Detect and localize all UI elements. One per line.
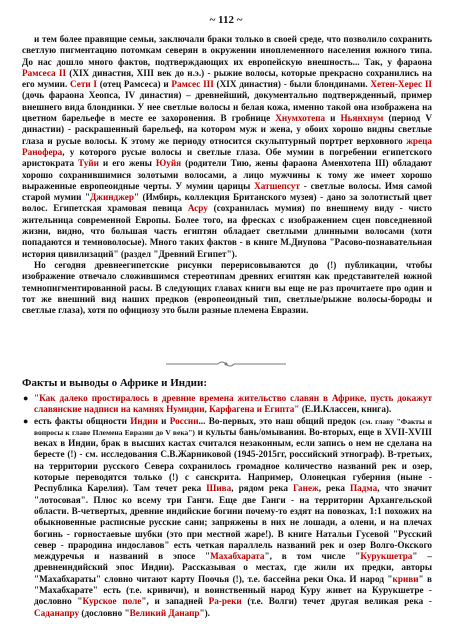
facts-list (22, 393, 432, 619)
list-item: ● есть факты общности Индии и России... Во-первых, это наш общий предок (см. главу "Факты и вопросы к главе Племена Евразии до V века") и культы бань/омывания. Во-вторых, еще в XVII-XVIII веках в Индии, брак в высших кастах считался незаконным, если запись о нем не сделана на бересте (!) - см. исследования С.В.Жарниковой (1945-2015гг, российский этнограф). В-третьих, на территории русского Севера сохранилось громадное количество названий рек и озер, которые переводятся только (!) с санскрита. Например, Олонецкая губерния (ныне - Республика Карелия). Там течет река Шива, рядом река Ганеж, река Падма, что значит "лотосовая". Плюс ко всему три Ганги. Еще две Ганги - на территории Архангельской области. В-четвертых, древние индийские богини почему-то ездят на повозках, 1:1 похожих на обыкновенные расписные русские сани; запряжены в них не лошади, а олени, и на плечах богинь - горностаевые шубки (это при местной жаре!). В книге Натальи Гусевой "Русский север - прародина индославов" есть четкая параллель названий рек и озер Волго-Окского междуречья и названий в эпосе "Махабхарата", в том числе "Курукшетра" – древнеиндийский эпос Индии). Рассказывая о местах, где жили их предки, авторы "Махабхараты" словно читают карту Поочья (!), т.е. бассейна реки Ока. И народ "криви" в "Махабхарате" есть (т.е. кривичи), и воинственный народ Куру живет на Курукшетре - дословно "Курское поле", и западней Ра-реки (т.е. Волги) течет другая великая река - Саданапру (дословно "Великий Данапр"). (23, 415, 433, 618)
list-item: ● "Как далеко простиралось в древние времена жительство славян в Африке, пусть докажут славянские надписи на камнях Нумидии, Карфагена и Египта" (Е.И.Классен, книга). (23, 393, 432, 415)
paragraph-today: Но сегодня древнеегипетские рисунки перерисовываются до (!) публикации, чтобы изображение отвечало сложившимся стереотипам древних египтян как представителей южной темнопигментированной расы. В следующих главах книги вы еще не раз прочитаете про один и тот же внешний вид наших предков (европеоидный тип, светлые/рыжие волосы-бороды и светлые глаза), хотя по официозу это были разные племена Евразии. (22, 259, 432, 316)
bullet-icon: ● (23, 393, 29, 403)
main-text (22, 34, 432, 316)
page-number: ~ 112 ~ (209, 14, 243, 26)
bullet-icon: ● (23, 415, 29, 426)
paragraph-egypt: и тем более правящие семьи, заключали браки только в своей среде, что позволило сохранить светлую пигментацию потомкам северян в окружении иноплеменного населения южного типа. До нас дошло много фактов, подтверждающих их европейскую внешность... Так, у фараона Рамсеса II (XIX династия, XIII век до н.э.) - рыжие волосы, которые прекрасно сохранились на его мумии. Сети I (отец Рамсеса) и Рамсес III (XIX династия) - были блондинами. Хетен-Херес II (дочь фараона Хеопса, IV династия) – древнейший, документально подтвержденный, пример внешнего вида блондинки. У нее светлые волосы и белая кожа, именно такой она изображена на цветном барельефе в месте ее захоронения. В гробнице Хнумхотепа и Ньянхнум (период V династии) - раскрашенный барельеф, на котором муж и жена, у обоих хорошо видны светлые глаза и русые волосы. К этому же периоду относится скульптурный портрет верховного жреца Ранофера, у которого русые волосы и светлые глаза. Обе мумии в погребении египетского аристократа Туйи и его жены Юуйя (родители Тию, жены фараона Аменхотепа III) обладают хорошо сохранившимися золотыми волосами, а лицо мужчины к тому же имеет хорошо выраженные европеоидные черты. У мумии царицы Хатшепсут - светлые волосы. Имя самой старой мумии "Джинджер" (Имбирь, коллекция Британского музея) - дано за золотистый цвет волос. Египетская храмовая певица Асру (сохранилась мумия) по внешнему виду - чисто жительница современной Европы. Более того, на фресках с изображением сцен повседневной жизни, видно, что большая часть египтян обладает светлыми длинными волосами (хотя попадаются и темноволосые). Много таких фактов - в книге М.Днупова "Расово-познавательная история цивилизаций" (раздел "Древний Египет"). (22, 34, 433, 259)
ornamental-divider-icon (166, 360, 286, 368)
section-title: Факты и выводы о Африке и Индии: (22, 377, 208, 389)
